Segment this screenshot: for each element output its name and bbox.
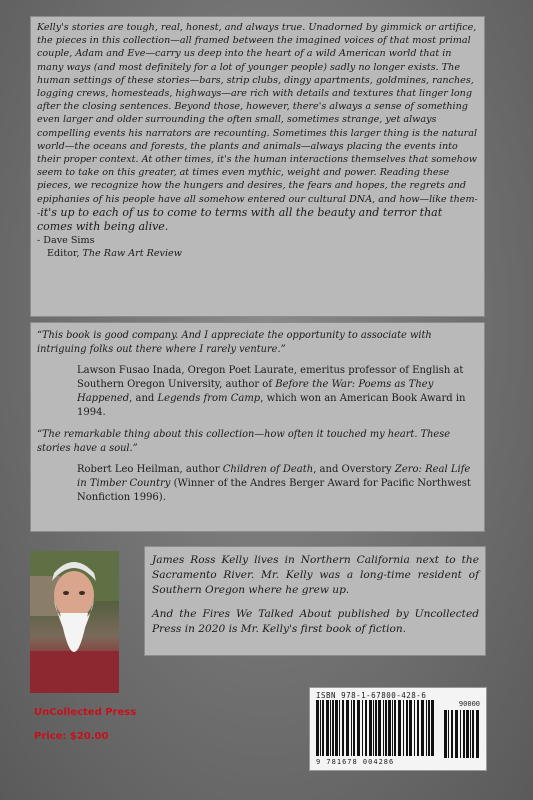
review-text-end: it's up to each of us to come to terms with all the beauty and terror that comes with being alive. [37,205,443,234]
blurbs-panel [30,322,485,532]
bio-paragraph-1: James Ross Kelly lives in Northern California next to the Sacramento River. Mr. Kelly was a long-time resident of Southern Oregon where he grew up. [152,554,479,596]
blurb-quote-1: “This book is good company. And I appreciate the opportunity to associate with intriguing folks out there where I rarely venture.” [37,330,432,355]
addon-barcode-icon [444,710,480,758]
barcode-icon [316,700,436,756]
review-signature: - Dave Sims [37,235,95,247]
isbn-label: ISBN 978-1-67800-428-6 [316,691,427,700]
price-label: Price: $20.00 [34,731,109,742]
review-text: Kelly's stories are tough, real, honest, and always true. Unadorned by gimmick or artifice, the pieces in this collection—all framed between the imagined voices of that most primal couple, Adam and Eve—carry us deep into the heart of a wild American world that in many ways (and most definitely for a lot of younger people) sadly no longer exists. The human settings of these stories—bars, strip clubs, dingy apartments, goldmines, ranches, logging crews, homesteads, highways—are rich with details and textures that linger long after the closing sentences. Beyond those, however, there's always a sense of something even larger and older surrounding the often small, sometimes strange, yet always compelling events his narrators are recounting. Sometimes this larger thing is the natural world—the oceans and forests, the plants and animals—always placing the events into their proper context. At other times, it's the human interactions themselves that somehow seem to take on this greater, at times even mythic, weight and power. Reading these pieces, we recognize how the hungers and desires, the fears and hopes, the regrets and epiphanies of his people have all somehow entered our cultural DNA, and how—like them--it's up to each of us to come to terms with all the beauty and terror that comes with being alive. [37,22,478,234]
author-photo [30,551,119,693]
bio-paragraph-2: And the Fires We Talked About published by Uncollected Press in 2020 is Mr. Kelly's first book of fiction. [152,608,479,635]
publisher-name: UnCollected Press [34,707,137,718]
review-panel [30,16,485,317]
blurb-attribution-1: Lawson Fusao Inada, Oregon Poet Laurate, emeritus professor of English at Southern Oregon University, author of Before the War: Poems as They Happened, and Legends from Camp, which won an American Book Award in 1994. [77,365,466,418]
isbn-addon: 90000 [458,700,480,708]
isbn-barcode [309,687,487,771]
review-editor: Editor, The Raw Art Review [47,248,182,260]
author-bio-panel [144,546,486,656]
isbn-digits: 9 781678 004286 [316,758,395,766]
author-portrait-icon [30,551,119,693]
blurb-quote-2: “The remarkable thing about this collection—how often it touched my heart. These stories have a soul.” [37,429,451,454]
blurb-attribution-2: Robert Leo Heilman, author Children of Death, and Overstory Zero: Real Life in Timber Country (Winner of the Andres Berger Award for Pacific Northwest Nonfiction 1996). [77,464,471,503]
